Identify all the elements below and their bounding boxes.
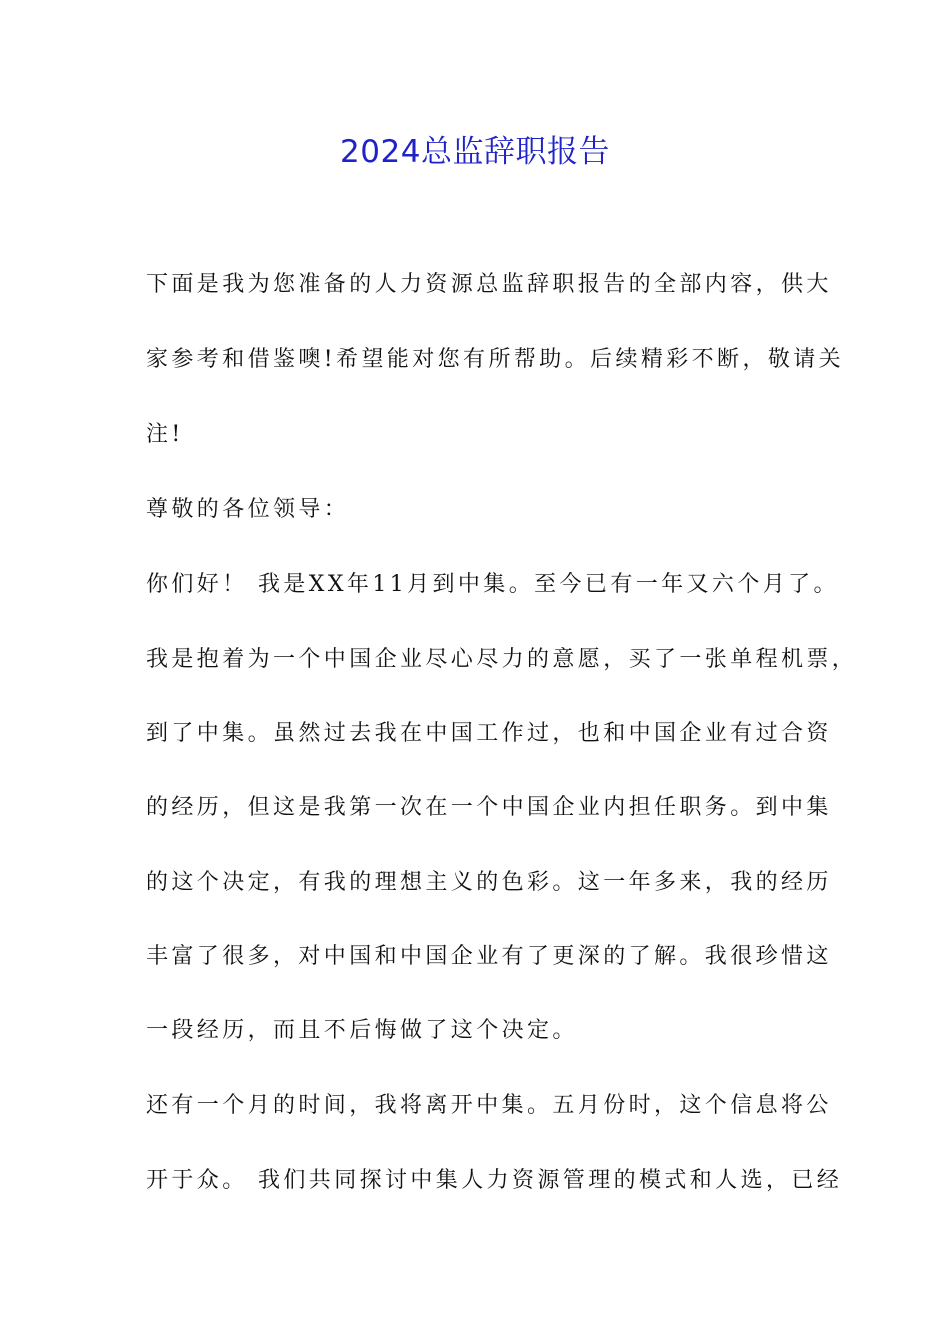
body-line: 的经历，但这是我第一次在一个中国企业内担任职务。到中集 [146,795,832,820]
document-title: 2024总监辞职报告 [340,134,610,170]
body-line: 一段经历，而且不后悔做了这个决定。 [146,1018,578,1043]
body-line: 你们好！ 我是XX年11月到中集。至今已有一年又六个月了。 [146,572,839,597]
body-line: 我是抱着为一个中国企业尽心尽力的意愿，买了一张单程机票， [146,647,858,672]
body-line: 的这个决定，有我的理想主义的色彩。这一年多来，我的经历 [146,870,832,895]
body-line: 到了中集。虽然过去我在中国工作过，也和中国企业有过合资 [146,721,832,746]
body-line: 尊敬的各位领导： [146,497,350,522]
body-line: 开于众。 我们共同探讨中集人力资源管理的模式和人选，已经 [146,1168,843,1193]
body-line: 还有一个月的时间，我将离开中集。五月份时，这个信息将公 [146,1093,832,1118]
body-line: 注! [146,422,184,447]
body-line: 家参考和借鉴噢!希望能对您有所帮助。后续精彩不断，敬请关 [146,347,845,372]
body-line: 下面是我为您准备的人力资源总监辞职报告的全部内容，供大 [146,272,832,297]
body-line: 丰富了很多，对中国和中国企业有了更深的了解。我很珍惜这 [146,944,832,969]
